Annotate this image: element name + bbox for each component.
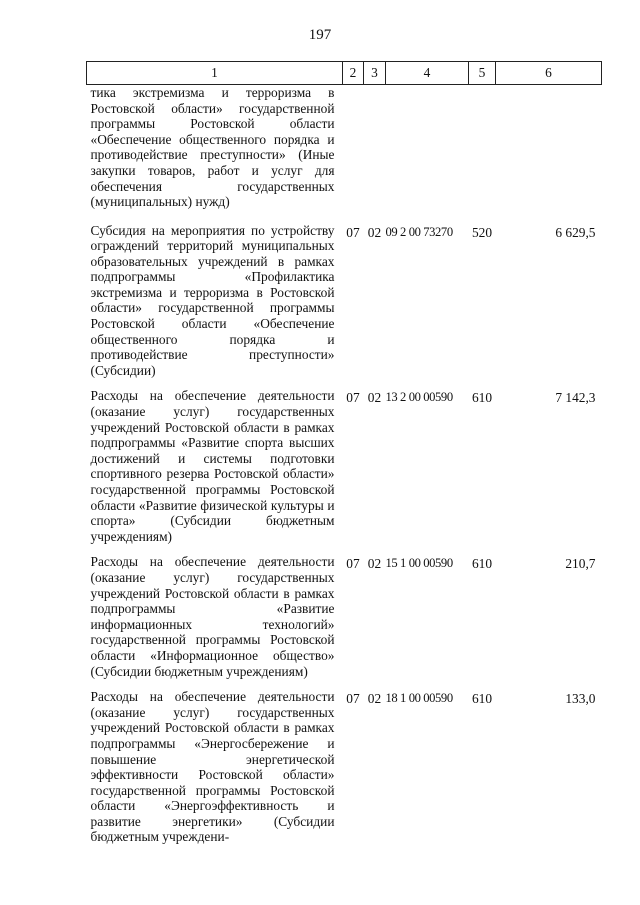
- row-target-article: [386, 85, 469, 223]
- table-row: [87, 223, 602, 389]
- row-amount: [496, 85, 602, 223]
- row-section: 07: [346, 556, 360, 572]
- row-subsection: [364, 85, 386, 223]
- budget-table: [86, 61, 602, 855]
- header-col-6: 6: [496, 62, 602, 85]
- table-row: [87, 85, 602, 223]
- row-expense-type: [469, 85, 496, 223]
- table-row: [87, 554, 602, 689]
- row-amount: 7 142,3: [555, 390, 596, 406]
- row-target-article: 15 1 00 00590: [385, 556, 453, 571]
- row-expense-type: 610: [471, 691, 493, 707]
- row-amount: 210,7: [565, 556, 596, 572]
- row-target-article: 18 1 00 00590: [385, 691, 453, 706]
- row-expense-type: 520: [471, 224, 493, 240]
- row-expense-type: 610: [471, 390, 493, 406]
- row-amount: 133,0: [565, 691, 596, 707]
- header-col-5: 5: [469, 62, 496, 85]
- row-target-article: 13 2 00 00590: [385, 390, 453, 405]
- row-expense-type: 610: [471, 556, 493, 572]
- row-section: 07: [346, 390, 360, 406]
- header-col-4: 4: [386, 62, 469, 85]
- row-description: Расходы на обеспечение деятельности (оказание услуг) государственных учреждений Ростовской области в рамках подпрограммы «Энергосбережение и повышение энергетической эффективности Ростовской области» государственной программы Ростовской области «Энергоэффективность и развитие энергетики» (Субсидии бюджетным учреждени-: [90, 689, 335, 845]
- page-number: 197: [308, 27, 332, 43]
- row-section: 07: [346, 224, 360, 240]
- header-col-2: 2: [343, 62, 364, 85]
- row-section: 07: [346, 691, 360, 707]
- row-description: тика экстремизма и терроризма в Ростовской области» государственной программы Ростовской области «Обеспечение общественного порядка и противодействие преступности» (Иные закупки товаров, работ и услуг для обеспечения государственных (муниципальных) нужд): [90, 85, 335, 210]
- row-description: Расходы на обеспечение деятельности (оказание услуг) государственных учреждений Ростовской области в рамках подпрограммы «Развитие информационных технологий» государственной программы Ростовской области «Информационное общество» (Субсидии бюджетным учреждениям): [90, 554, 335, 679]
- row-subsection: 02: [367, 224, 382, 240]
- row-subsection: 02: [367, 691, 382, 707]
- row-subsection: 02: [367, 390, 382, 406]
- table-row: [87, 689, 602, 855]
- header-col-3: 3: [364, 62, 386, 85]
- row-description: Субсидия на мероприятия по устройству ограждений территорий муниципальных образовательных учреждений в рамках подпрограммы «Профилактика экстремизма и терроризма в Ростовской области» государственной программы Ростовской области «Обеспечение общественного порядка и противодействие преступности» (Субсидии): [90, 222, 335, 378]
- row-target-article: 09 2 00 73270: [385, 224, 453, 239]
- row-subsection: 02: [367, 556, 382, 572]
- table-row: [87, 388, 602, 554]
- row-amount: 6 629,5: [555, 224, 596, 240]
- row-section: [343, 85, 364, 223]
- header-col-1: 1: [87, 62, 343, 85]
- table-header: [87, 62, 602, 85]
- row-description: Расходы на обеспечение деятельности (оказание услуг) государственных учреждений Ростовской области в рамках подпрограммы «Развитие спорта высших достижений и системы подготовки спортивного резерва Ростовской области» государственной программы Ростовской области «Развитие физической культуры и спорта» (Субсидии бюджетным учреждениям): [90, 388, 335, 544]
